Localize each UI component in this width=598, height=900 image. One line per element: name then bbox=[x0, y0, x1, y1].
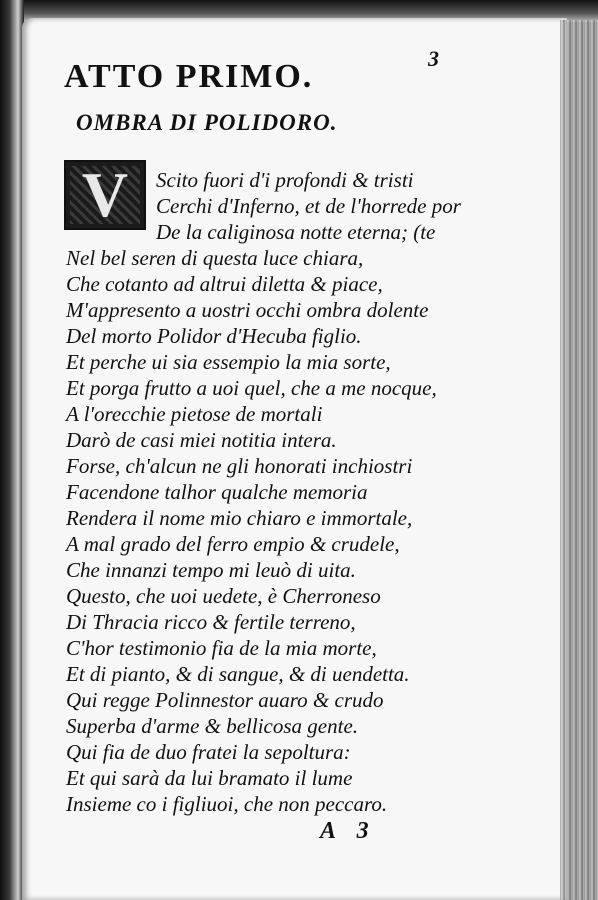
verse-line: Insieme co i figliuoi, che non peccaro. bbox=[66, 792, 388, 816]
decorated-initial bbox=[64, 160, 146, 230]
verse-line: Et qui sarà da lui bramato il lume bbox=[66, 766, 353, 790]
verse-line: Del morto Polidor d'Hecuba figlio. bbox=[66, 324, 362, 348]
verse-line: Qui fia de duo fratei la sepoltura: bbox=[66, 740, 351, 764]
page-stack-edge bbox=[560, 20, 598, 900]
scene-heading: OMBRA DI POLIDORO. bbox=[76, 110, 338, 135]
verse-line: Cerchi d'Inferno, et de l'horrede por bbox=[156, 194, 461, 218]
left-page-edge bbox=[0, 0, 24, 900]
verse-line: Et porga frutto a uoi quel, che a me nocque, bbox=[66, 376, 437, 400]
verse-line: Qui regge Polinnestor auaro & crudo bbox=[66, 688, 384, 712]
signature-mark: A 3 bbox=[320, 818, 369, 844]
verse-line: Et di pianto, & di sangue, & di uendetta. bbox=[66, 662, 410, 686]
page-number: 3 bbox=[428, 46, 439, 71]
verse-line: Scito fuori d'i profondi & tristi bbox=[156, 168, 414, 192]
act-heading: ATTO PRIMO. bbox=[64, 58, 314, 95]
verse-line: Che cotanto ad altrui diletta & piace, bbox=[66, 272, 383, 296]
verse-line: De la caliginosa notte eterna; (te bbox=[156, 220, 436, 244]
verse-line: Superba d'arme & bellicosa gente. bbox=[66, 714, 359, 738]
verse-line: A mal grado del ferro empio & crudele, bbox=[66, 532, 400, 556]
verse-line: Et perche ui sia essempio la mia sorte, bbox=[66, 350, 391, 374]
verse-line: Di Thracia ricco & fertile terreno, bbox=[66, 610, 356, 634]
verse-line: C'hor testimonio fia de la mia morte, bbox=[66, 636, 377, 660]
verse-line: Facendone talhor qualche memoria bbox=[66, 480, 368, 504]
verse-line: Questo, che uoi uedete, è Cherroneso bbox=[66, 584, 381, 608]
verse-line: Darò de casi miei notitia intera. bbox=[66, 428, 337, 452]
verse-line: Che innanzi tempo mi leuò di uita. bbox=[66, 558, 356, 582]
verse-line: Rendera il nome mio chiaro e immortale, bbox=[66, 506, 413, 530]
initial-letter: V bbox=[81, 160, 129, 230]
verse-line: Nel bel seren di questa luce chiara, bbox=[66, 246, 364, 270]
verse-line: Forse, ch'alcun ne gli honorati inchiostri bbox=[66, 454, 413, 478]
verse-line: A l'orecchie pietose de mortali bbox=[66, 402, 323, 426]
verse-line: M'appresento a uostri occhi ombra dolente bbox=[66, 298, 429, 322]
